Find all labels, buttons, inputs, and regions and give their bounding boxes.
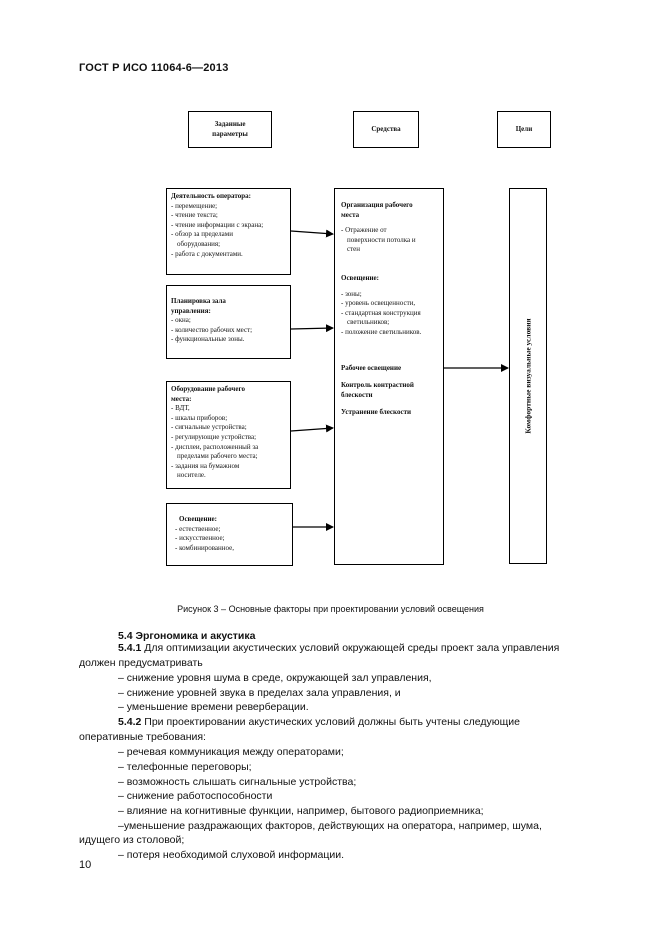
clause-number: 5.4.2 (118, 716, 142, 728)
page-number: 10 (79, 859, 92, 871)
list-item: - функциональные зоны. (171, 335, 245, 344)
workplace-org-title-1: Организация рабочего (341, 201, 413, 209)
list-item: - стандартная конструкция (341, 308, 421, 317)
list-item: - регулирующие устройства; (171, 432, 257, 441)
list-item: - зоны; (341, 289, 362, 298)
list-item: светильников; (347, 318, 390, 327)
working-lighting: Рабочее освещение (341, 363, 402, 372)
list-item: - уровень освещенности, (341, 299, 416, 308)
list-item: - работа с документами. (171, 249, 243, 258)
list-item: – уменьшение времени реверберации. (118, 701, 309, 713)
paragraph-5-4-1 (118, 641, 616, 656)
list-item: – возможность слышать сигнальные устройства; (118, 776, 357, 788)
given-params-line-2: параметры (212, 129, 248, 138)
list-item: –уменьшение раздражающих факторов, действующих на оператора, например, шума, (118, 820, 542, 832)
list-item: - естественное; (175, 524, 221, 533)
list-item: - окна; (171, 316, 191, 325)
list-item: – потеря необходимой слуховой информации. (118, 849, 345, 861)
list-item: - чтение информации с экрана; (171, 220, 264, 229)
list-item: - чтение текста; (171, 211, 218, 220)
paragraph-line: оперативные требования: (79, 731, 206, 743)
paragraph-line: должен предусматривать (79, 657, 203, 669)
list-item: – речевая коммуникация между операторами; (118, 746, 344, 758)
list-item: оборудования; (177, 239, 221, 248)
list-item: - шкалы приборов; (171, 413, 228, 422)
list-item: – снижение уровня шума в среде, окружающей зал управления, (118, 672, 432, 684)
list-item: - комбинированное, (175, 543, 234, 552)
list-item: - дисплеи, расположенный за (171, 442, 259, 451)
arrow-operator-to-means (291, 231, 333, 234)
list-item: – снижение работоспособности (118, 790, 273, 802)
glare-control-1: Контроль контрастной (341, 381, 414, 390)
given-params-line-1: Заданные (214, 120, 246, 128)
list-item: пределами рабочего места; (177, 452, 258, 461)
list-item: – влияние на когнитивные функции, например, бытового радиоприемника; (118, 805, 484, 817)
workplace-equipment-title-1: Оборудование рабочего (171, 385, 245, 393)
workplace-org-title-2: места (341, 210, 360, 219)
operator-activity-title: Деятельность оператора: (171, 192, 251, 200)
list-item: - ВДТ, (171, 404, 190, 413)
list-item-continuation: идущего из столовой; (79, 834, 185, 846)
glare-control-2: блескости (341, 390, 373, 399)
list-item: - количество рабочих мест; (171, 325, 253, 334)
paragraph-5-4-2 (118, 715, 616, 730)
goals-label: Цели (515, 125, 533, 133)
document-header: ГОСТ Р ИСО 11064-6—2013 (79, 62, 229, 74)
list-item: – телефонные переговоры; (118, 761, 252, 773)
list-item: - искусственное; (175, 534, 225, 543)
arrow-layout-to-means (291, 328, 333, 329)
list-item: - сигнальные устройства; (171, 423, 247, 432)
list-item: носителе. (177, 471, 206, 480)
room-layout-title-2: управления: (171, 306, 211, 315)
list-item: - обзор за пределами (171, 230, 233, 239)
list-item: - Отражение от (341, 226, 387, 235)
paragraph-line: Для оптимизации акустических условий окружающей среды проект зала управления (144, 642, 560, 654)
section-title: 5.4 Эргономика и акустика (118, 630, 256, 642)
arrow-equipment-to-means (291, 428, 333, 431)
clause-number: 5.4.1 (118, 642, 142, 654)
list-item: - перемещение; (171, 201, 218, 210)
list-item: стен (347, 245, 361, 254)
lighting-title: Освещение: (179, 515, 217, 523)
list-item: - положение светильников. (341, 327, 422, 336)
workplace-equipment-title-2: места: (171, 394, 192, 403)
list-item: - задания на бумажном (171, 461, 240, 470)
means-lighting-title: Освещение: (341, 273, 379, 282)
list-item: – снижение уровней звука в пределах зала управления, и (118, 687, 401, 699)
figure-caption: Рисунок 3 – Основные факторы при проектировании условий освещения (177, 604, 484, 614)
list-item: поверхности потолка и (347, 235, 416, 244)
means-label: Средства (371, 125, 401, 133)
room-layout-title-1: Планировка зала (171, 297, 226, 305)
goal-label: Комфортные визуальные условия (523, 318, 533, 434)
paragraph-line: При проектировании акустических условий должны быть учтены следующие (144, 716, 520, 728)
glare-elimination: Устранение блескости (341, 408, 412, 417)
